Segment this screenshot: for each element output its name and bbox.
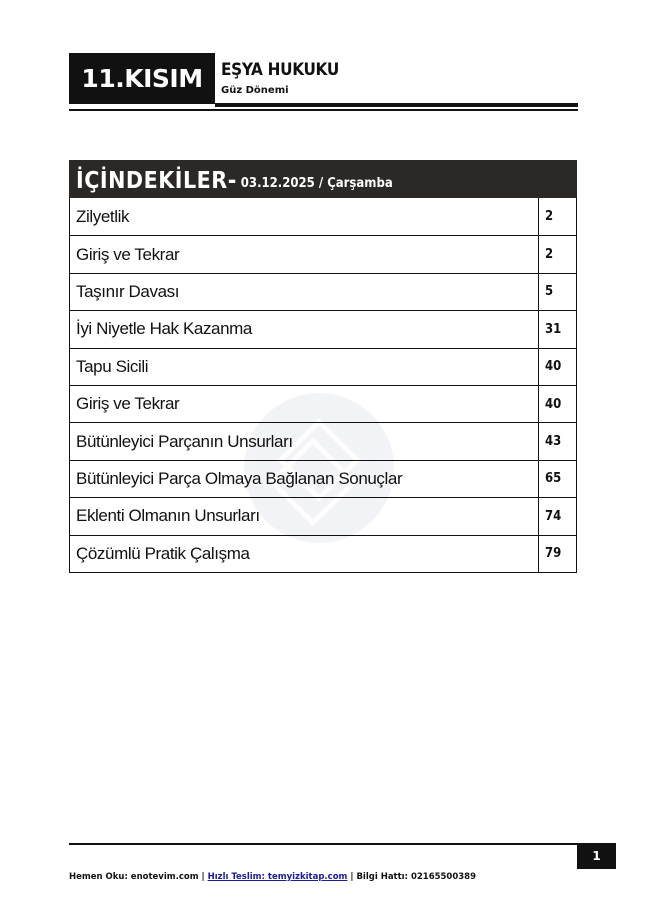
toc-item-page: 2 <box>538 198 576 235</box>
toc-item-title[interactable]: Bütünleyici Parçanın Unsurları <box>76 431 293 451</box>
toc-heading: İÇİNDEKİLER- <box>76 168 237 194</box>
section-label: 11.KISIM <box>69 53 215 104</box>
toc-row[interactable] <box>70 348 576 385</box>
footer-separator: | <box>347 872 357 882</box>
info-line: Bilgi Hattı: 02165500389 <box>356 872 477 882</box>
toc-row[interactable] <box>70 460 576 497</box>
toc-date: 03.12.2025 / Çarşamba <box>240 176 393 191</box>
toc-row[interactable] <box>70 497 576 534</box>
toc-rows <box>69 198 577 573</box>
toc-item-title[interactable]: Eklenti Olmanın Unsurları <box>76 506 260 526</box>
toc-item-page: 5 <box>538 274 576 310</box>
footer-separator: | <box>198 872 208 882</box>
toc-item-page: 40 <box>538 349 576 385</box>
header-rule-thick <box>215 103 578 107</box>
toc-row[interactable] <box>70 198 576 235</box>
toc-row[interactable] <box>70 535 576 572</box>
delivery-link[interactable]: Hızlı Teslim: temyizkitap.com <box>207 872 348 882</box>
table-of-contents <box>69 160 577 573</box>
header-rule-thin <box>69 109 578 111</box>
toc-item-title[interactable]: İyi Niyetle Hak Kazanma <box>76 319 252 339</box>
toc-item-page: 43 <box>538 423 576 459</box>
toc-item-title[interactable]: Çözümlü Pratik Çalışma <box>76 543 250 563</box>
toc-item-page: 40 <box>538 386 576 422</box>
toc-header <box>69 160 577 198</box>
course-title: EŞYA HUKUKU <box>221 60 339 80</box>
toc-item-title[interactable]: Giriş ve Tekrar <box>76 394 180 414</box>
toc-item-page: 31 <box>538 311 576 347</box>
toc-row[interactable] <box>70 235 576 272</box>
term-label: Güz Dönemi <box>221 85 289 96</box>
toc-row[interactable] <box>70 422 576 459</box>
toc-item-title[interactable]: Bütünleyici Parça Olmaya Bağlanan Sonuçlar <box>76 468 403 488</box>
toc-item-title[interactable]: Taşınır Davası <box>76 281 180 301</box>
toc-row[interactable] <box>70 385 576 422</box>
footer-text <box>69 872 476 882</box>
toc-item-page: 2 <box>538 236 576 272</box>
page-number: 1 <box>577 843 616 869</box>
toc-item-title[interactable]: Tapu Sicili <box>76 356 149 376</box>
toc-item-title[interactable]: Giriş ve Tekrar <box>76 244 180 264</box>
toc-item-page: 74 <box>538 498 576 534</box>
toc-item-page: 79 <box>538 536 576 572</box>
toc-item-title[interactable]: Zilyetlik <box>76 206 130 226</box>
footer-rule <box>69 843 578 845</box>
toc-row[interactable] <box>70 273 576 310</box>
toc-item-page: 65 <box>538 461 576 497</box>
toc-row[interactable] <box>70 310 576 347</box>
read-online-label: Hemen Oku: enotevim.com <box>69 872 199 882</box>
